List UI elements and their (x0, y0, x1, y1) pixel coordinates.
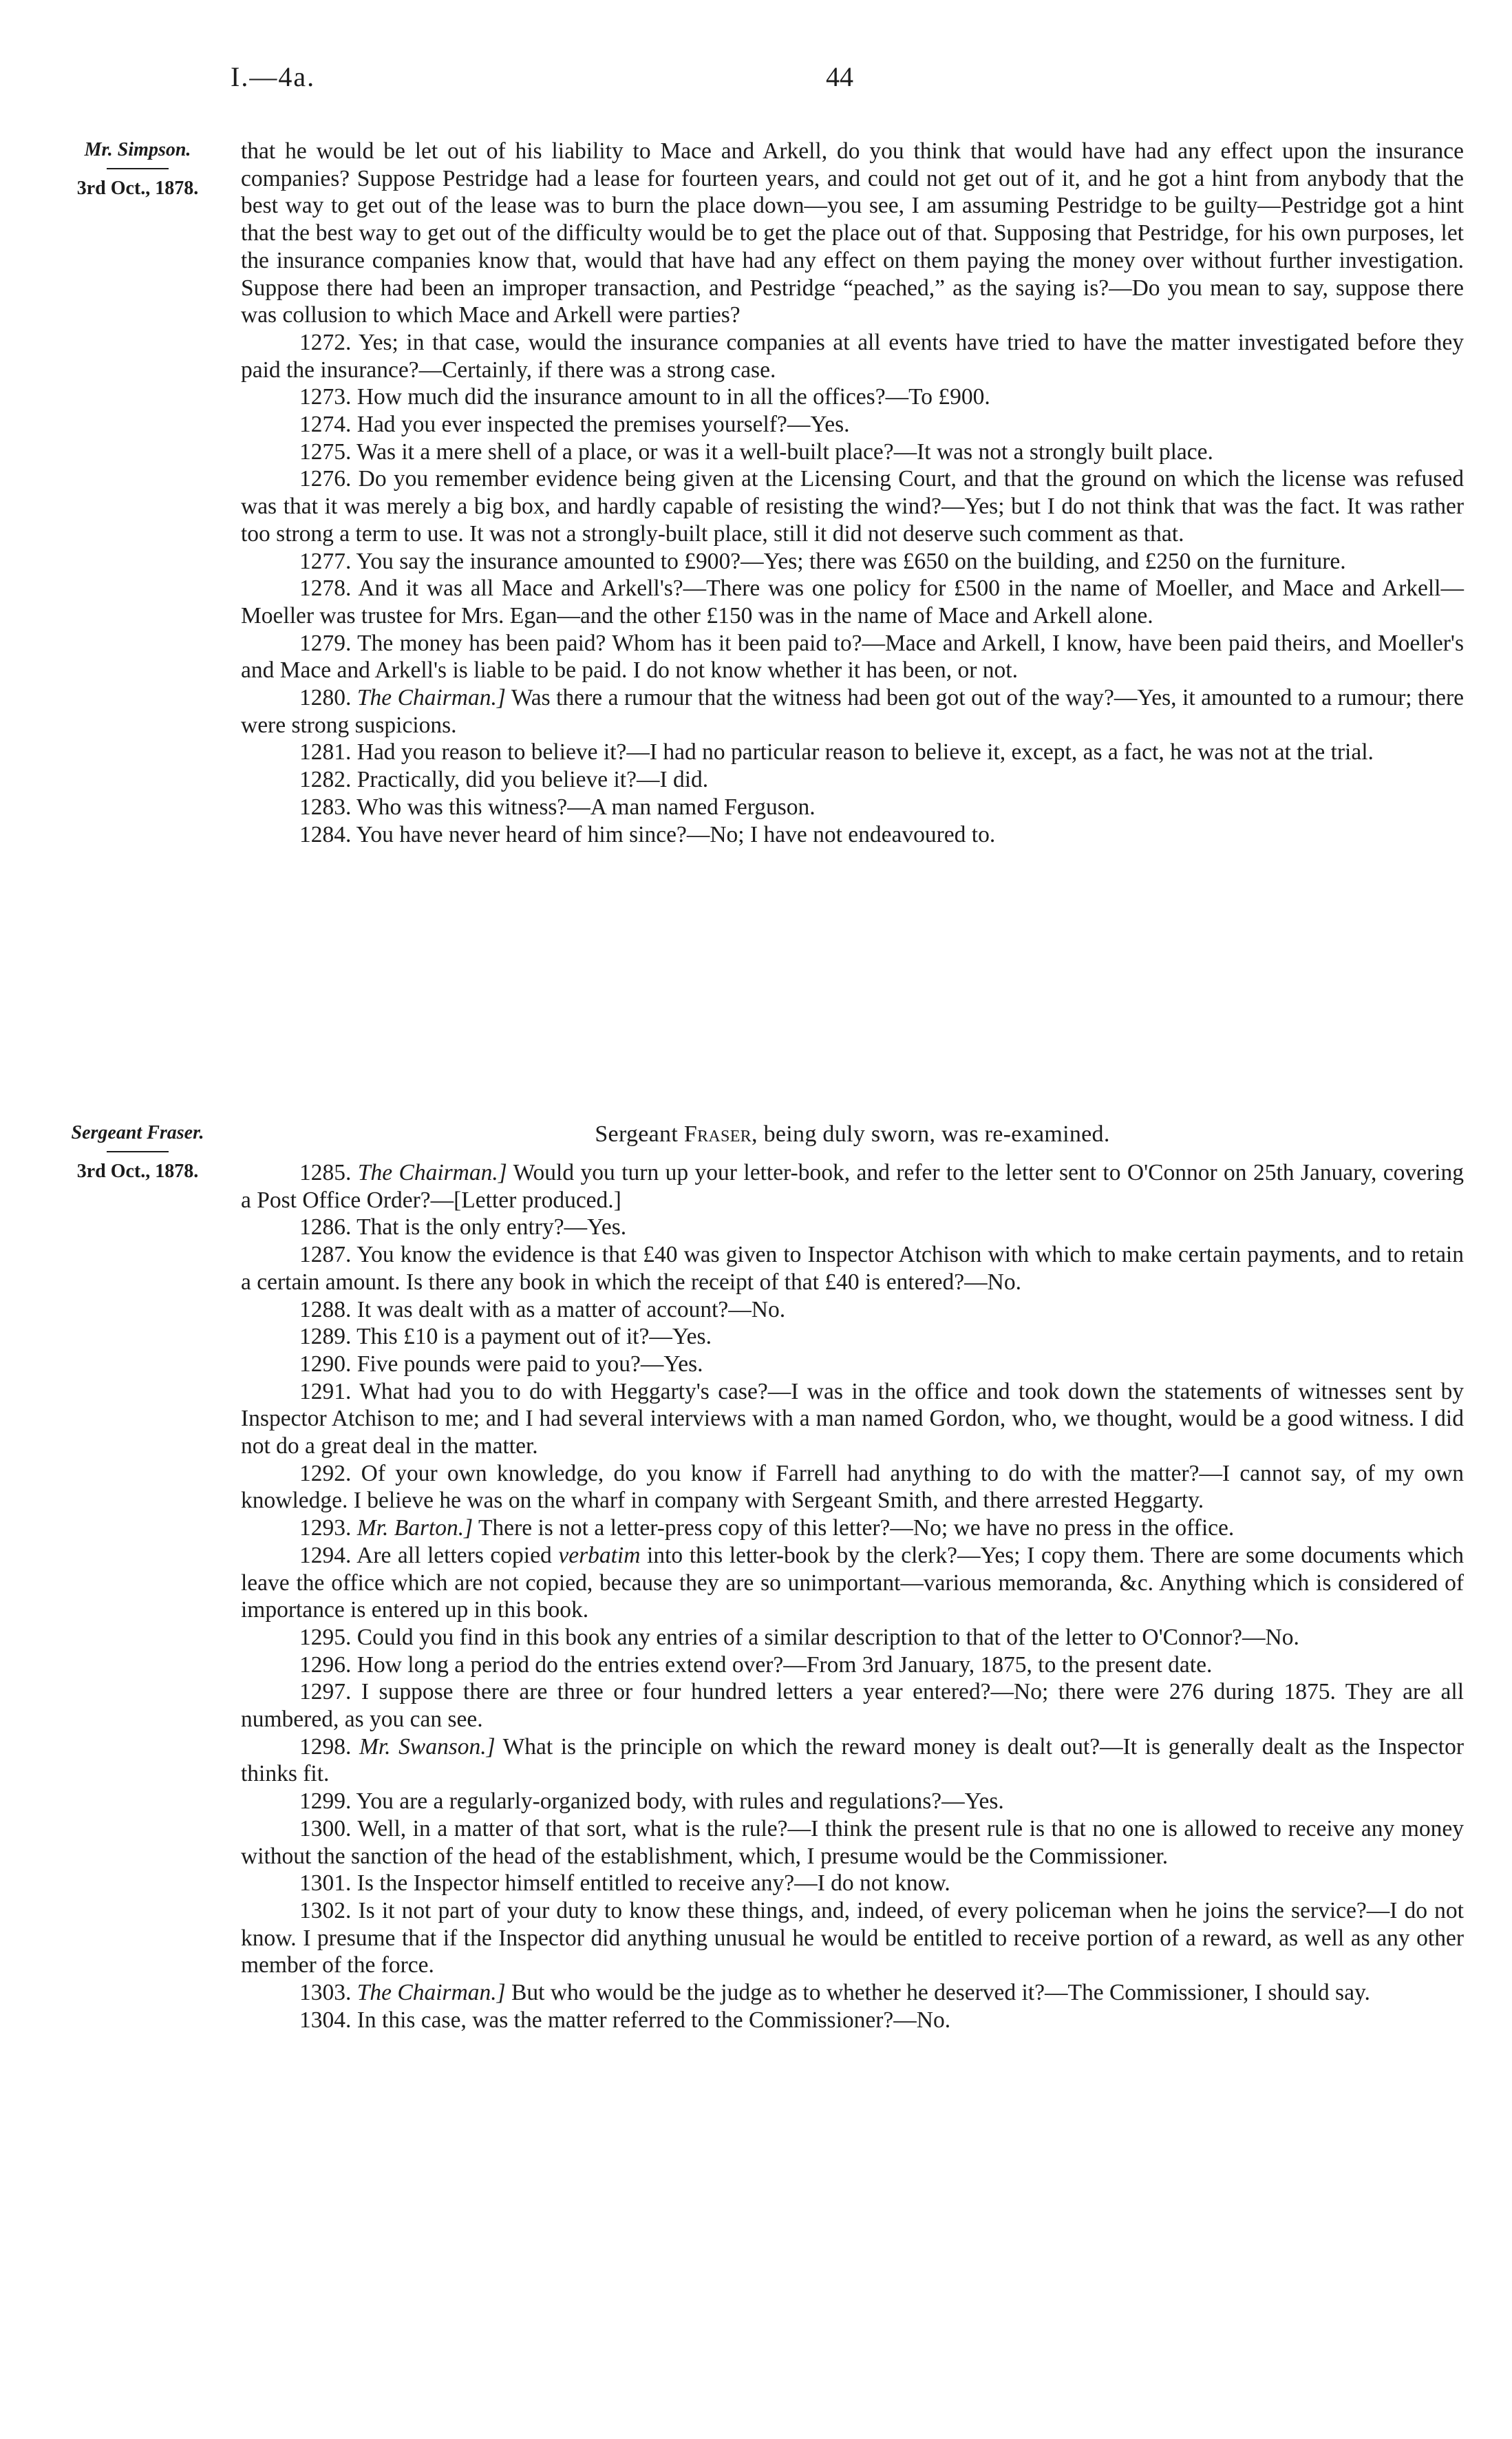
qa-paragraph: 1277. You say the insurance amounted to £900?—Yes; there was £650 on the building, and £250 on the furniture. (299, 548, 1346, 574)
qa-text: What is the principle on which the reward money is dealt out?—It is generally dealt as the Inspector thinks fit. (241, 1733, 1464, 1787)
speaker-label: The Chairman.] (356, 685, 506, 711)
qa-text: But who would be the judge as to whether he deserved it?—The Commissioner, I should say. (511, 1980, 1370, 2006)
question-continuation: that he would be let out of his liability to Mace and Arkell, do you think that would have had any effect upon the insurance companies? Suppose Pestridge had a lease for fourteen years, and could not get out of it, and he got a hint from anybody that the best way to get out of the lease was to burn the place down—you see, I am assuming Pestridge to be guilty—Pestridge got a hint that the best way to get out of the difficulty would be to get the place out of that. Supposing that Pestridge, for his own purposes, let the insurance companies know that, would that have had any effect on them paying the money over without further investigation. Suppose there had been an improper transaction, and Pestridge “peached,” as the saying is?—Do you mean to say, suppose there was collusion to which Mace and Arkell were parties? (241, 138, 1464, 328)
testimony-section-2 (241, 1159, 1464, 2034)
qa-text: Was there a rumour that the witness had been got out of the way?—Yes, it amounted to a rumour; there were strong suspicions. (241, 685, 1464, 738)
qa-paragraph: 1279. The money has been paid? Whom has it been paid to?—Mace and Arkell, I know, have been paid theirs, and Moeller's and Mace and Arkell's is liable to be paid. I do not know whether it has been, or not. (241, 630, 1464, 684)
qa-paragraph: 1292. Of your own knowledge, do you know if Farrell had anything to do with the matter?—I cannot say, of my own knowledge. I believe he was on the wharf in company with Sergeant Smith, and there arrested Heggarty. (241, 1460, 1464, 1514)
qa-paragraph: 1288. It was dealt with as a matter of account?—No. (299, 1296, 786, 1322)
qa-paragraph (241, 1979, 1464, 2007)
qa-text: There is not a letter-press copy of this letter?—No; we have no press in the office. (478, 1515, 1235, 1541)
qa-paragraph: 1299. You are a regularly-organized body, with rules and regulations?—Yes. (299, 1788, 1004, 1815)
qa-paragraph: 1272. Yes; in that case, would the insurance companies at all events have tried to have the matter investigated before they paid the insurance?—Certainly, if there was a strong case. (241, 329, 1464, 383)
question-number: 1293. (299, 1515, 352, 1541)
qa-paragraph: 1297. I suppose there are three or four hundred letters a year entered?—No; there were 276 during 1875. They are all numbered, as you can see. (241, 1679, 1464, 1733)
qa-paragraph: 1301. Is the Inspector himself entitled to receive any?—I do not know. (299, 1870, 950, 1897)
qa-paragraph: 1291. What had you to do with Heggarty's case?—I was in the office and took down the statements of witnesses sent by Inspector Atchison to me; and I had several interviews with a man named Gordon, who, we thought, would be a good witness. I did not do a great deal in the matter. (241, 1378, 1464, 1459)
margin-divider (107, 1151, 169, 1152)
qa-paragraph: 1274. Had you ever inspected the premises yourself?—Yes. (299, 412, 850, 438)
hearing-date: 3rd Oct., 1878. (76, 1161, 199, 1182)
qa-paragraph: 1304. In this case, was the matter referred to the Commissioner?—No. (299, 2007, 951, 2033)
witness-name: Mr. Simpson. (84, 139, 191, 160)
document-reference: I.—4a. (231, 61, 316, 92)
emphasis: verbatim (558, 1542, 641, 1568)
question-number: 1280. (299, 685, 352, 711)
qa-paragraph: 1302. Is it not part of your duty to know these things, and, indeed, of every policeman when he joins the service?—I do not know. I presume that if the Inspector did anything unusual he would be entitled to receive portion of a reward, as well as any other member of the force. (241, 1897, 1464, 1978)
qa-paragraph: 1275. Was it a mere shell of a place, or was it a well-built place?—It was not a strongly built place. (299, 439, 1213, 465)
qa-paragraph: 1294. Are all letters copied verbatim into this letter-book by the clerk?—Yes; I copy them. There are some documents which leave the office which are not copied, because they are so unimportant—various memoranda, &c. Anything which is considered of importance is entered up in this book. (241, 1542, 1465, 1623)
question-number: 1294. (299, 1542, 352, 1568)
question-number: 1298. (299, 1733, 352, 1760)
qa-paragraph: 1278. And it was all Mace and Arkell's?—There was one policy for £500 in the name of Moeller, and Mace and Arkell—Moeller was trustee for Mrs. Egan—and the other £150 was in the name of Mace and Arkell alone. (241, 576, 1464, 629)
speaker-label: Mr. Barton.] (356, 1515, 473, 1541)
speaker-label: Mr. Swanson.] (359, 1733, 496, 1760)
testimony-section-1 (241, 138, 1464, 848)
margin-divider (107, 168, 169, 169)
witness-heading: Sergeant Fraser, being duly sworn, was re-examined. (595, 1121, 1110, 1147)
witness-name: Sergeant Fraser. (71, 1122, 204, 1143)
qa-paragraph: 1287. You know the evidence is that £40 was given to Inspector Atchison with which to make certain payments, and to retain a certain amount. Is there any book in which the receipt of that £40 is entered?—No. (241, 1242, 1464, 1295)
margin-note-witness-2 (41, 1121, 234, 1184)
qa-paragraph: 1282. Practically, did you believe it?—I did. (299, 767, 709, 793)
qa-paragraph: 1296. How long a period do the entries extend over?—From 3rd January, 1875, to the present date. (299, 1651, 1213, 1678)
qa-paragraph: 1273. How much did the insurance amount to in all the offices?—To £900. (299, 384, 990, 410)
qa-paragraph (241, 684, 1464, 739)
speaker-label: The Chairman.] (357, 1160, 507, 1185)
question-number: 1303. (299, 1980, 352, 2006)
margin-note-witness-1 (41, 138, 234, 201)
qa-paragraph: 1290. Five pounds were paid to you?—Yes. (299, 1351, 703, 1377)
qa-paragraph: 1276. Do you remember evidence being given at the Licensing Court, and that the ground on which the license was refused was that it was merely a big box, and hardly capable of resisting the wind?—Yes; but I do not think that was the fact. It was rather too strong a term to use. It was not a strongly-built place, still it did not deserve such comment as that. (241, 466, 1464, 547)
witness-heading-block (241, 1121, 1464, 1148)
qa-text: Would you turn up your letter-book, and refer to the letter sent to O'Connor on 25th January, covering a Post Office Order?—[Letter produced.] (241, 1160, 1464, 1213)
qa-paragraph: 1284. You have never heard of him since?—No; I have not endeavoured to. (299, 821, 996, 847)
qa-text: into this letter-book by the clerk?—Yes; I copy them. There are some documents which leave the office which are not copied, because they are so unimportant—various memoranda, &c. Anything which is considered of importance is entered up in this book. (241, 1542, 1465, 1623)
qa-paragraph (241, 1514, 1464, 1542)
qa-paragraph: 1283. Who was this witness?—A man named Ferguson. (299, 794, 816, 820)
question-number: 1285. (299, 1160, 352, 1185)
speaker-label: The Chairman.] (356, 1980, 506, 2006)
qa-paragraph (241, 1159, 1464, 1214)
qa-paragraph: 1289. This £10 is a payment out of it?—Yes. (299, 1324, 712, 1350)
qa-paragraph: 1300. Well, in a matter of that sort, what is the rule?—I think the present rule is that no one is allowed to receive any money without the sanction of the head of the establishment, which, I presume would be the Commissioner. (241, 1815, 1464, 1869)
qa-paragraph (241, 1733, 1464, 1788)
witness-surname: Fraser (683, 1121, 752, 1147)
page-number: 44 (826, 61, 853, 92)
qa-paragraph: 1281. Had you reason to believe it?—I had no particular reason to believe it, except, as a fact, he was not at the trial. (299, 739, 1374, 766)
qa-paragraph: 1286. That is the only entry?—Yes. (299, 1214, 627, 1240)
qa-paragraph: 1295. Could you find in this book any entries of a similar description to that of the letter to O'Connor?—No. (299, 1624, 1299, 1650)
hearing-date: 3rd Oct., 1878. (76, 178, 199, 199)
